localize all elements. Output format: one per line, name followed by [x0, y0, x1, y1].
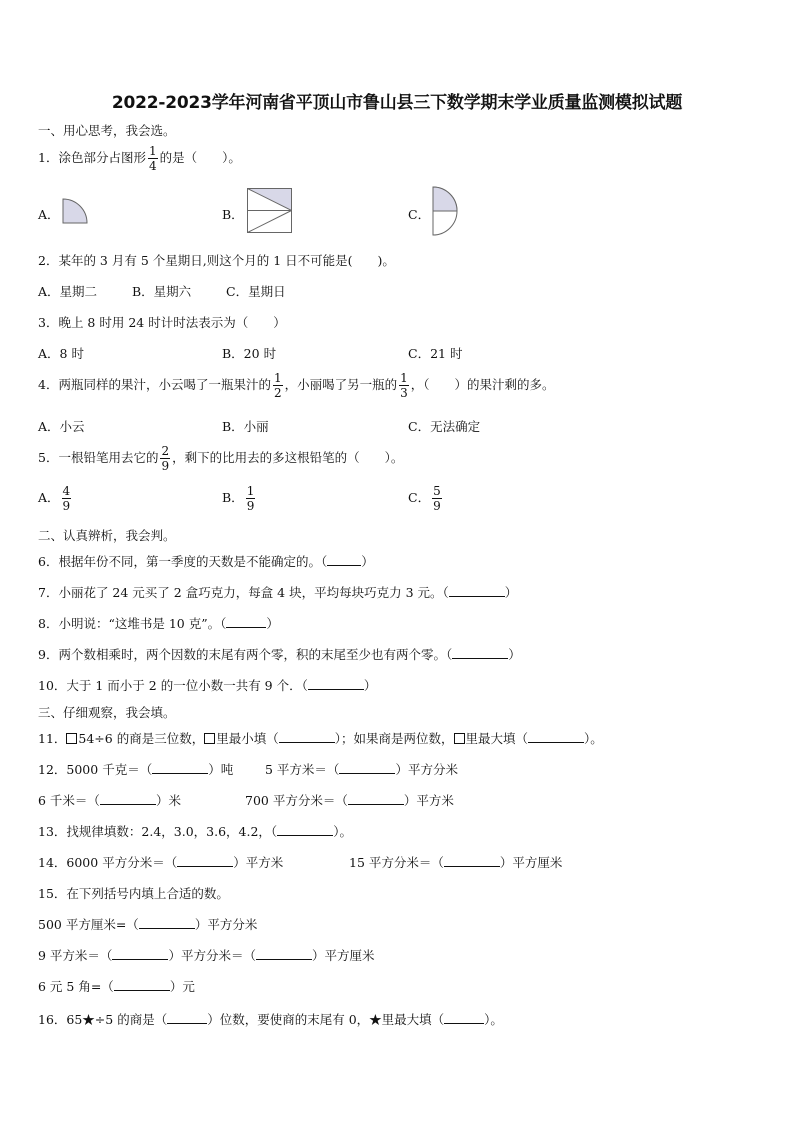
question-15-a: 500 平方厘米=（ ）平方分米: [38, 917, 258, 932]
answer-blank[interactable]: [114, 979, 170, 991]
q3-option-b[interactable]: B．20 时: [222, 346, 277, 361]
answer-blank[interactable]: [444, 1012, 484, 1024]
answer-blank[interactable]: [528, 731, 584, 743]
answer-blank[interactable]: [444, 855, 500, 867]
question-11: 11． 54÷6 的商是三位数， 里最小填（ ）；如果商是两位数， 里最大填（ ）。: [38, 731, 603, 746]
q4-option-b[interactable]: B．小丽: [222, 419, 269, 434]
question-7: 7．小丽花了 24 元买了 2 盒巧克力，每盒 4 块，平均每块巧克力 3 元。（ ）: [38, 585, 518, 600]
q2-option-c[interactable]: C．星期日: [226, 284, 286, 299]
answer-blank[interactable]: [139, 917, 195, 929]
fraction: $\frac{1}{4}$: [148, 144, 157, 173]
answer-blank[interactable]: [167, 1012, 207, 1024]
square-box-icon: [454, 733, 465, 744]
question-4: 4．两瓶同样的果汁，小云喝了一瓶果汁的 $\frac{1}{2}$ ，小丽喝了另一瓶的 $\frac{1}{3}$ ，（ ）的果汁剩的多。: [38, 371, 555, 400]
question-12-row-2-part-2: 700 平方分米＝（ ）平方米: [245, 793, 454, 808]
answer-blank[interactable]: [112, 948, 168, 960]
answer-blank[interactable]: [452, 647, 508, 659]
question-12: 12．5000 千克＝（ ）吨: [38, 762, 234, 777]
q5-option-c[interactable]: C． $\frac{5}{9}$: [408, 484, 441, 513]
square-box-icon: [66, 733, 77, 744]
answer-blank[interactable]: [177, 855, 233, 867]
section-3-heading: 三、仔细观察，我会填。: [38, 705, 176, 720]
question-2: 2．某年的 3 月有 5 个星期日,则这个月的 1 日不可能是( )。: [38, 253, 395, 268]
question-15-c: 6 元 5 角=（ ）元: [38, 979, 195, 994]
fraction: $\frac{1}{3}$: [400, 371, 408, 400]
question-15: 15．在下列括号内填上合适的数。: [38, 886, 229, 901]
question-13: 13．找规律填数：2.4，3.0，3.6，4.2，（ ）。: [38, 824, 352, 839]
quarter-circle-figure: [62, 198, 88, 224]
answer-blank[interactable]: [279, 731, 335, 743]
answer-blank[interactable]: [100, 793, 156, 805]
answer-blank[interactable]: [152, 762, 208, 774]
half-circle-figure: [432, 186, 460, 236]
question-9: 9．两个数相乘时，两个因数的末尾有两个零，积的末尾至少也有两个零。（ ）: [38, 647, 521, 662]
question-3: 3．晚上 8 时用 24 时计时法表示为（ ）: [38, 315, 286, 330]
q2-option-a[interactable]: A．星期二: [38, 284, 98, 299]
fraction: $\frac{2}{9}$: [161, 444, 170, 473]
question-12-row-2: 6 千米＝（ ）米: [38, 793, 181, 808]
answer-blank[interactable]: [449, 585, 505, 597]
section-2-heading: 二、认真辨析，我会判。: [38, 528, 176, 543]
answer-blank[interactable]: [339, 762, 395, 774]
q4-option-c[interactable]: C．无法确定: [408, 419, 481, 434]
question-15-b: 9 平方米＝（ ）平方分米＝（ ）平方厘米: [38, 948, 375, 963]
page-title: 2022-2023学年河南省平顶山市鲁山县三下数学期末学业质量监测模拟试题: [111, 93, 683, 113]
answer-blank[interactable]: [277, 824, 333, 836]
q1-option-a[interactable]: A．: [38, 207, 60, 222]
answer-blank[interactable]: [327, 554, 361, 566]
answer-blank[interactable]: [348, 793, 404, 805]
answer-blank[interactable]: [226, 616, 266, 628]
q3-option-c[interactable]: C．21 时: [408, 346, 463, 361]
question-8: 8．小明说：“这堆书是 10 克”。（ ）: [38, 616, 279, 631]
square-box-icon: [204, 733, 215, 744]
q1-option-c[interactable]: C．: [408, 207, 431, 222]
q5-option-a[interactable]: A． $\frac{4}{9}$: [38, 484, 71, 513]
square-divided-figure: [247, 188, 293, 234]
q5-option-b[interactable]: B． $\frac{1}{9}$: [222, 484, 255, 513]
question-16: 16．65★÷5 的商是（ ）位数，要使商的末尾有 0，★里最大填（ ）。: [38, 1012, 503, 1027]
question-14: 14．6000 平方分米＝（ ）平方米: [38, 855, 284, 870]
answer-blank[interactable]: [308, 678, 364, 690]
question-10: 10．大于 1 而小于 2 的一位小数一共有 9 个．（ ）: [38, 678, 377, 693]
question-12-part-2: 5 平方米＝（ ）平方分米: [265, 762, 458, 777]
q3-option-a[interactable]: A．8 时: [38, 346, 84, 361]
q2-option-b[interactable]: B．星期六: [132, 284, 192, 299]
q4-option-a[interactable]: A．小云: [38, 419, 85, 434]
question-14-part-2: 15 平方分米＝（ ）平方厘米: [349, 855, 563, 870]
section-1-heading: 一、用心思考，我会选。: [38, 123, 176, 138]
answer-blank[interactable]: [256, 948, 312, 960]
fraction: $\frac{1}{2}$: [273, 371, 282, 400]
question-5: 5．一根铅笔用去它的 $\frac{2}{9}$ ，剩下的比用去的多这根铅笔的（ ）。: [38, 444, 404, 473]
question-1: 1．涂色部分占图形 $\frac{1}{4}$ 的是（ ）。: [38, 144, 241, 173]
question-6: 6．根据年份不同，第一季度的天数是不能确定的。（ ）: [38, 554, 374, 569]
q1-option-b[interactable]: B．: [222, 207, 244, 222]
